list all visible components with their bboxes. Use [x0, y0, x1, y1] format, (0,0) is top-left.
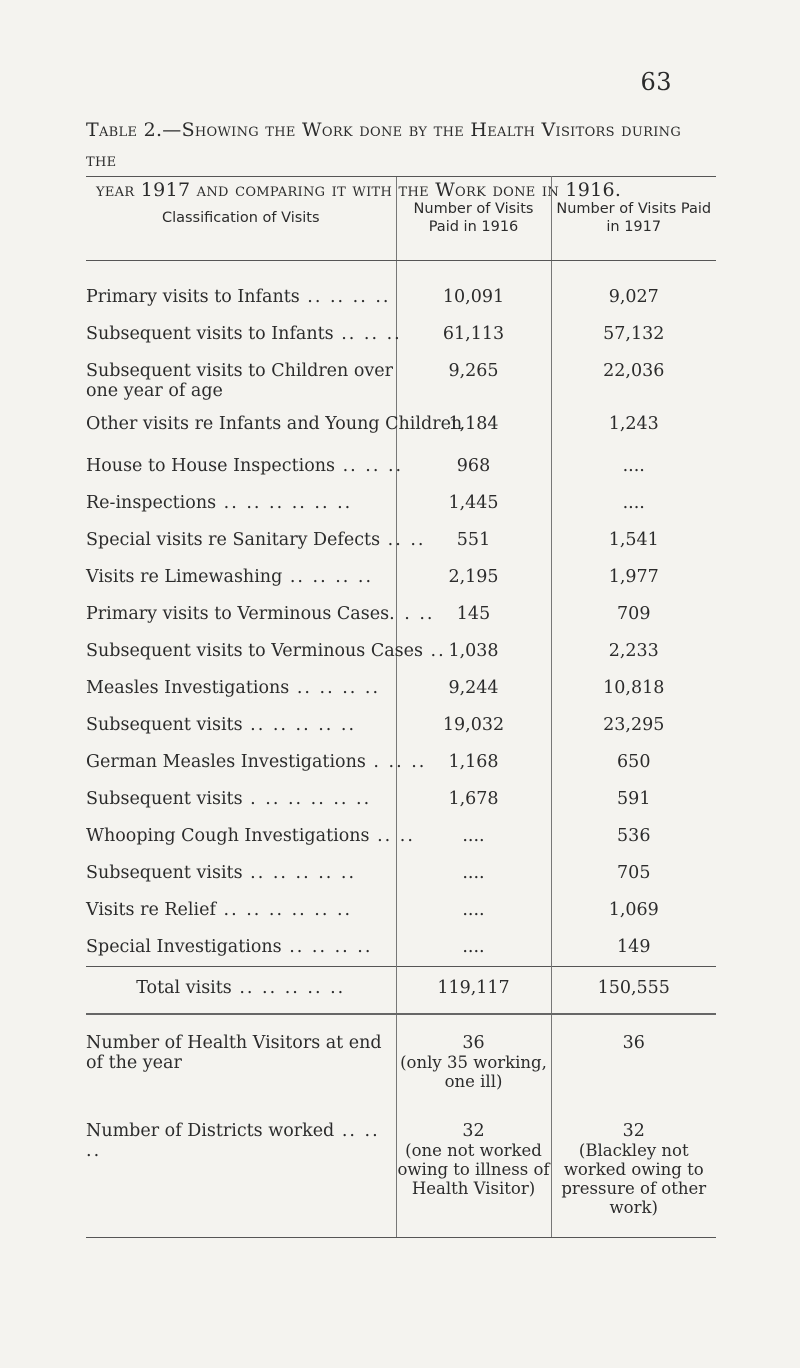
districts-leader: .. .. ..	[86, 1121, 380, 1161]
table-row	[86, 633, 716, 670]
row-value-1916: 1,445	[396, 485, 551, 522]
row-leader: .. .. .. ..	[289, 678, 381, 698]
row-value-1917: ....	[622, 456, 645, 476]
row-label: Subsequent visits	[86, 715, 243, 735]
row-value-1917: 23,295	[603, 715, 665, 735]
row-label: Subsequent visits	[86, 789, 243, 809]
row-value-1916: 1,168	[396, 744, 551, 781]
table-row	[86, 261, 716, 317]
districts-1917-note: (Blackley not worked owing to pressure of other work)	[561, 1141, 707, 1217]
row-leader: .. .. .. .. .. ..	[215, 900, 353, 920]
caption-line-1: Table 2.—Showing the Work done by the Health Visitors during the	[86, 119, 682, 171]
table-row	[86, 781, 716, 818]
row-value-1916: 10,091	[396, 261, 551, 317]
row-label: Special visits re Sanitary Defects	[86, 530, 381, 550]
row-value-1917: 536	[617, 826, 651, 846]
districts-1916: 32	[462, 1121, 485, 1141]
row-leader: . .. .. .. .. ..	[242, 789, 372, 809]
visits-table	[86, 176, 716, 1238]
row-label: Subsequent visits to Infants	[86, 324, 334, 344]
page-number: 63	[640, 68, 672, 96]
table-row	[86, 744, 716, 781]
table-row	[86, 596, 716, 633]
table-row	[86, 411, 716, 448]
row-label: Visits re Limewashing	[86, 567, 283, 587]
row-value-1916: 2,195	[396, 559, 551, 596]
row-value-1917: 10,818	[603, 678, 665, 698]
row-label: Other visits re Infants and Young Children	[86, 414, 463, 434]
row-label: Special Investigations	[86, 937, 282, 957]
row-value-1916: 1,038	[396, 633, 551, 670]
total-1916: 119,117	[396, 967, 551, 1015]
health-visitors-row	[86, 1021, 716, 1109]
total-label: Total visits	[136, 978, 232, 998]
row-value-1916: ....	[396, 855, 551, 892]
row-value-1916: ....	[396, 892, 551, 929]
row-value-1917: 22,036	[603, 361, 665, 381]
row-leader: .. ..	[369, 826, 415, 846]
table-row	[86, 353, 716, 411]
table-row	[86, 707, 716, 744]
divider	[86, 1014, 716, 1021]
row-leader: .. .. .. .. .. ..	[216, 493, 353, 513]
districts-1917: 32	[622, 1121, 645, 1141]
table-row	[86, 670, 716, 707]
row-leader: ..	[422, 641, 446, 661]
row-value-1917: 1,069	[608, 900, 659, 920]
row-value-1917: 650	[617, 752, 651, 772]
table-row	[86, 818, 716, 855]
total-1917: 150,555	[551, 967, 716, 1015]
row-label: German Measles Investigations	[86, 752, 366, 772]
row-value-1917: 1,243	[608, 414, 659, 434]
row-leader: .. .. .. ..	[299, 287, 391, 307]
health-visitors-1916: 36	[462, 1033, 485, 1053]
table-row	[86, 522, 716, 559]
row-label: House to House Inspections	[86, 456, 336, 476]
header-classification: Classification of Visits	[86, 177, 396, 261]
row-value-1916: ....	[396, 929, 551, 967]
row-value-1917: 1,977	[608, 567, 659, 587]
row-leader: .. .. .. .. ..	[242, 715, 357, 735]
row-leader: . . ..	[389, 604, 435, 624]
row-label: Primary visits to Infants	[86, 287, 300, 307]
row-label: Visits re Relief	[86, 900, 216, 920]
row-value-1916: 61,113	[396, 316, 551, 353]
row-leader: .. .. .. ..	[281, 937, 373, 957]
row-leader: .. .. ..	[335, 456, 404, 476]
row-value-1916: 9,244	[396, 670, 551, 707]
table-row	[86, 316, 716, 353]
health-visitors-1917: 36	[622, 1033, 645, 1053]
row-value-1917: ....	[622, 493, 645, 513]
row-leader: .. ..	[380, 530, 426, 550]
row-value-1916: 19,032	[396, 707, 551, 744]
row-label: Subsequent visits	[86, 863, 243, 883]
row-value-1917: 9,027	[608, 287, 659, 307]
row-value-1917: 709	[617, 604, 651, 624]
row-value-1916: 145	[396, 596, 551, 633]
caption-line-2: year 1917 and comparing it with the Work done in 1916.	[96, 179, 622, 201]
districts-label: Number of Districts worked	[86, 1121, 335, 1141]
table-row	[86, 892, 716, 929]
row-leader: . .. ..	[365, 752, 427, 772]
row-value-1917: 1,541	[608, 530, 659, 550]
row-label: Measles Investigations	[86, 678, 290, 698]
row-value-1917: 2,233	[608, 641, 659, 661]
table-row	[86, 929, 716, 967]
row-value-1916: 968	[396, 448, 551, 485]
table-row	[86, 485, 716, 522]
row-leader: .. .. .. ..	[282, 567, 374, 587]
row-leader: .. .. .. .. ..	[242, 863, 357, 883]
header-1916: Number of Visits Paid in 1916	[396, 177, 551, 261]
row-label: Re-inspections	[86, 493, 217, 513]
table-row	[86, 855, 716, 892]
table-row	[86, 559, 716, 596]
health-visitors-label: Number of Health Visitors at end of the year	[86, 1033, 382, 1073]
row-value-1916: 551	[396, 522, 551, 559]
row-label: Subsequent visits to Verminous Cases	[86, 641, 423, 661]
total-row	[86, 967, 716, 1015]
districts-1916-note: (one not worked owing to illness of Health Visitor)	[397, 1141, 550, 1198]
row-label: Whooping Cough Investigations	[86, 826, 370, 846]
health-visitors-1916-note: (only 35 working, one ill)	[400, 1053, 547, 1091]
row-value-1917: 591	[617, 789, 651, 809]
row-value-1917: 149	[617, 937, 651, 957]
row-value-1917: 705	[617, 863, 651, 883]
header-1917: Number of Visits Paid in 1917	[551, 177, 716, 261]
districts-row	[86, 1109, 716, 1238]
row-value-1916: 1,184	[396, 411, 551, 448]
row-value-1916: 9,265	[396, 353, 551, 411]
total-leader: .. .. .. .. ..	[231, 978, 346, 998]
table-row	[86, 448, 716, 485]
row-leader: .. .. ..	[333, 324, 402, 344]
header-row	[86, 177, 716, 261]
row-value-1917: 57,132	[603, 324, 665, 344]
row-value-1916: 1,678	[396, 781, 551, 818]
row-label: Primary visits to Verminous Cases	[86, 604, 390, 624]
row-label: Subsequent visits to Children over one year of age	[86, 361, 394, 401]
row-value-1916: ....	[396, 818, 551, 855]
